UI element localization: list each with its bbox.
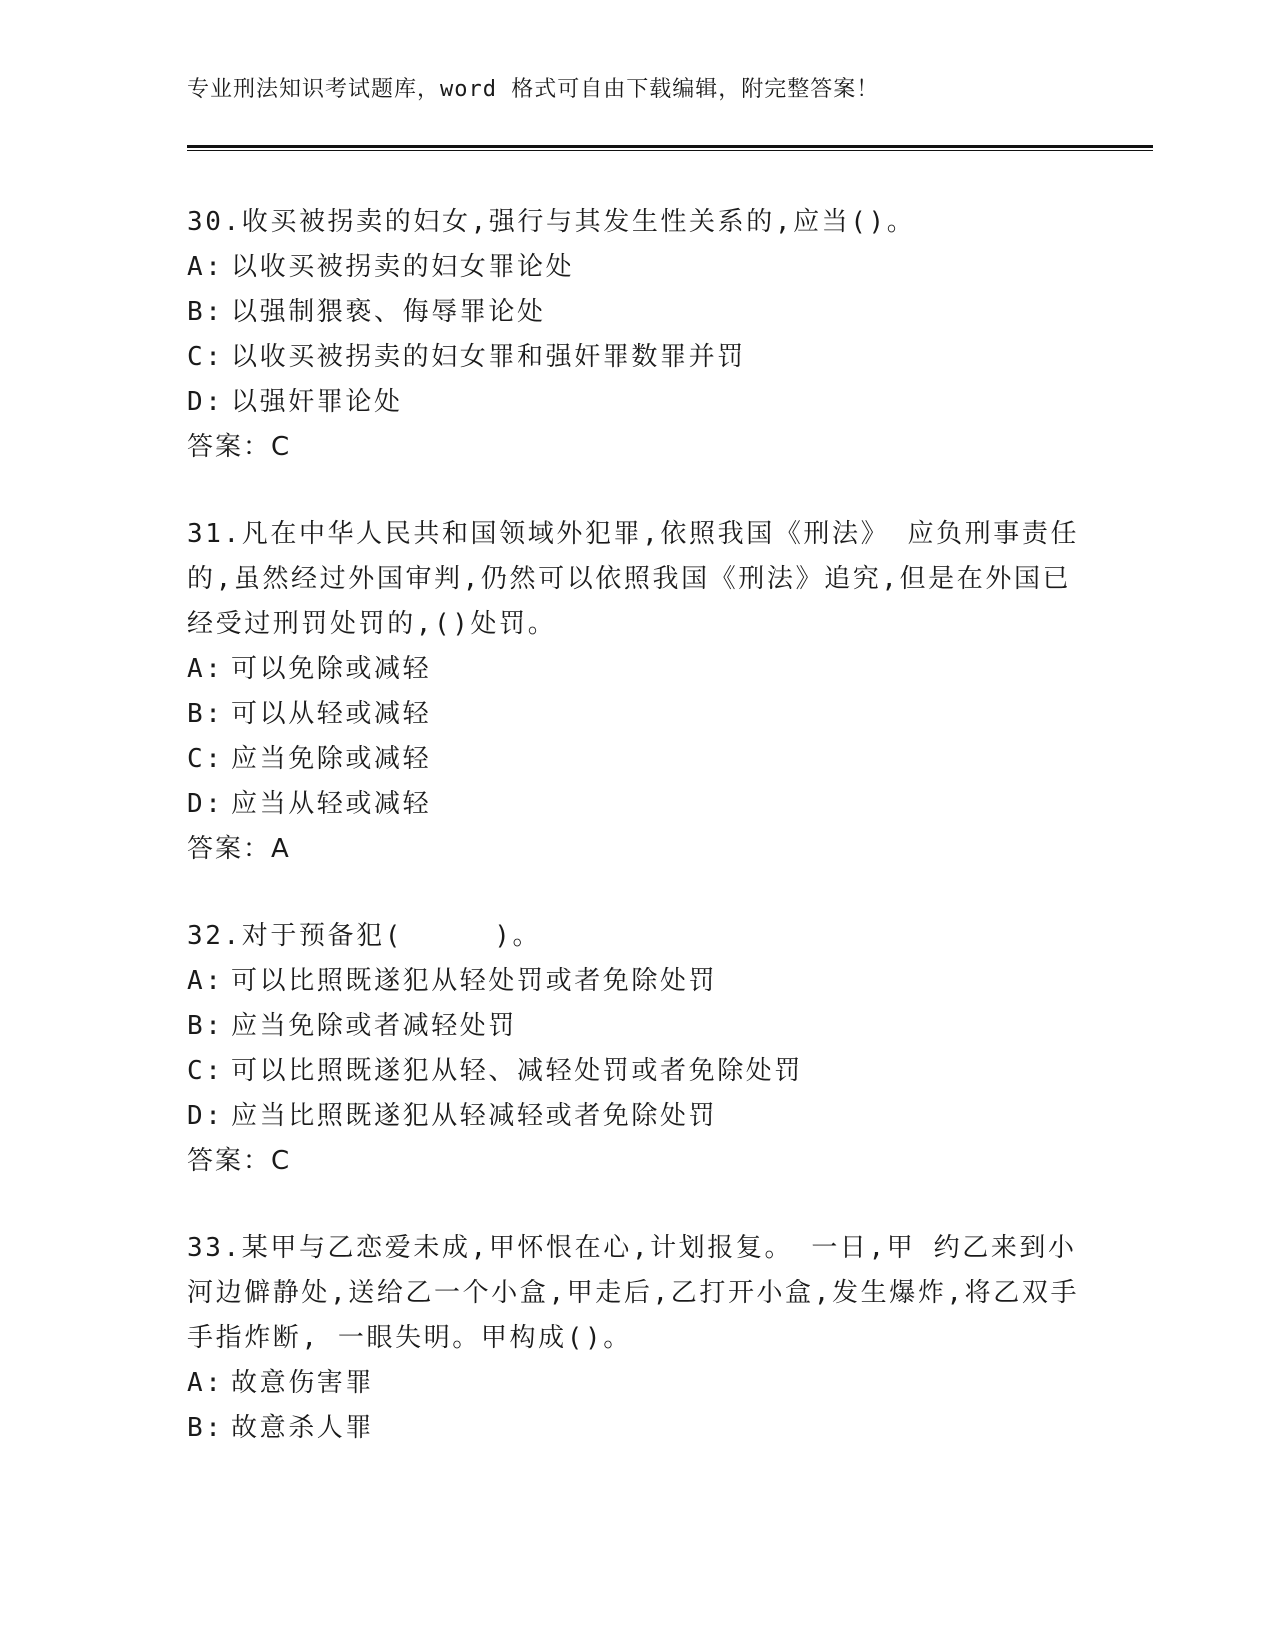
question-text: 32.对于预备犯( )。 bbox=[187, 921, 542, 951]
option-letter: B: bbox=[187, 699, 224, 729]
option-text: 故意伤害罪 bbox=[231, 1368, 375, 1398]
option-c bbox=[187, 335, 1087, 380]
answer-line: 答案：C bbox=[187, 1146, 292, 1176]
question-32 bbox=[187, 914, 1087, 1184]
header-rule-thick bbox=[187, 145, 1153, 148]
option-letter: A: bbox=[187, 1368, 224, 1398]
option-letter: C: bbox=[187, 744, 224, 774]
option-letter: B: bbox=[187, 297, 224, 327]
option-text: 可以免除或减轻 bbox=[231, 654, 432, 684]
option-letter: D: bbox=[187, 1101, 224, 1131]
option-b bbox=[187, 692, 1087, 737]
option-text: 以收买被拐卖的妇女罪论处 bbox=[231, 252, 575, 282]
questions-list bbox=[187, 200, 1087, 1493]
option-c bbox=[187, 1049, 1087, 1094]
option-letter: C: bbox=[187, 342, 224, 372]
option-letter: A: bbox=[187, 654, 224, 684]
option-a bbox=[187, 1361, 1087, 1406]
question-text: 手指炸断, 一眼失明。甲构成()。 bbox=[187, 1323, 632, 1353]
option-letter: B: bbox=[187, 1413, 224, 1443]
option-b bbox=[187, 1406, 1087, 1451]
option-text: 应当比照既遂犯从轻减轻或者免除处罚 bbox=[231, 1101, 718, 1131]
page-header: 专业刑法知识考试题库，word 格式可自由下载编辑，附完整答案！ bbox=[187, 77, 880, 102]
option-letter: D: bbox=[187, 789, 224, 819]
option-d bbox=[187, 1094, 1087, 1139]
option-text: 可以比照既遂犯从轻、减轻处罚或者免除处罚 bbox=[231, 1056, 804, 1086]
option-d bbox=[187, 782, 1087, 827]
option-letter: D: bbox=[187, 387, 224, 417]
option-text: 可以从轻或减轻 bbox=[231, 699, 432, 729]
option-c bbox=[187, 737, 1087, 782]
question-33 bbox=[187, 1226, 1087, 1451]
question-text: 经受过刑罚处罚的,()处罚。 bbox=[187, 609, 557, 639]
option-text: 以收买被拐卖的妇女罪和强奸罪数罪并罚 bbox=[231, 342, 746, 372]
option-text: 可以比照既遂犯从轻处罚或者免除处罚 bbox=[231, 966, 718, 996]
option-letter: C: bbox=[187, 1056, 224, 1086]
option-text: 应当从轻或减轻 bbox=[231, 789, 432, 819]
option-text: 应当免除或减轻 bbox=[231, 744, 432, 774]
option-b bbox=[187, 1004, 1087, 1049]
option-a bbox=[187, 959, 1087, 1004]
question-text: 的,虽然经过外国审判,仍然可以依照我国《刑法》追究,但是在外国已 bbox=[187, 564, 1072, 594]
answer-line: 答案：C bbox=[187, 432, 292, 462]
question-31 bbox=[187, 512, 1087, 872]
option-text: 以强制猥亵、侮辱罪论处 bbox=[231, 297, 546, 327]
option-b bbox=[187, 290, 1087, 335]
question-text: 河边僻静处,送给乙一个小盒,甲走后,乙打开小盒,发生爆炸,将乙双手 bbox=[187, 1278, 1080, 1308]
option-a bbox=[187, 245, 1087, 290]
option-text: 故意杀人罪 bbox=[231, 1413, 375, 1443]
answer-line: 答案：A bbox=[187, 834, 291, 864]
option-d bbox=[187, 380, 1087, 425]
question-30 bbox=[187, 200, 1087, 470]
header-rule-thin bbox=[187, 150, 1153, 151]
option-letter: B: bbox=[187, 1011, 224, 1041]
option-text: 应当免除或者减轻处罚 bbox=[231, 1011, 518, 1041]
option-letter: A: bbox=[187, 966, 224, 996]
option-a bbox=[187, 647, 1087, 692]
question-text: 33.某甲与乙恋爱未成,甲怀恨在心,计划报复。 一日,甲 约乙来到小 bbox=[187, 1233, 1077, 1263]
question-text: 31.凡在中华人民共和国领域外犯罪,依照我国《刑法》 应负刑事责任 bbox=[187, 519, 1080, 549]
option-text: 以强奸罪论处 bbox=[231, 387, 403, 417]
question-text: 30.收买被拐卖的妇女,强行与其发生性关系的,应当()。 bbox=[187, 207, 916, 237]
option-letter: A: bbox=[187, 252, 224, 282]
